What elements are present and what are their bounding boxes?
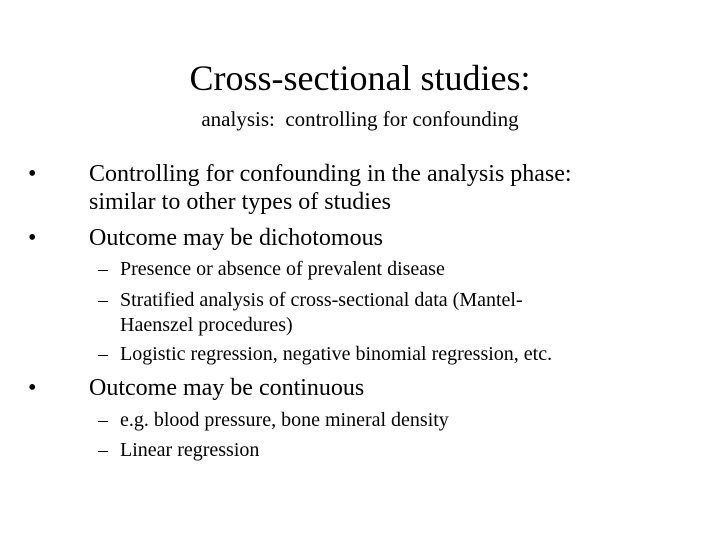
dash-marker: – <box>98 409 108 431</box>
dash-marker: – <box>98 258 108 280</box>
sub-bullet-text: Logistic regression, negative binomial regression, etc. <box>120 343 553 365</box>
sub-bullet-item <box>98 288 680 338</box>
sub-bullet-text: Presence or absence of prevalent disease <box>120 258 445 280</box>
bullet-dot: • <box>28 161 37 187</box>
bullet-item <box>28 224 699 252</box>
sub-bullet-text: e.g. blood pressure, bone mineral density <box>120 409 449 431</box>
dash-marker: – <box>98 439 108 461</box>
sub-bullet-item <box>98 257 680 282</box>
bullet-dot: • <box>28 225 37 251</box>
bullet-text: Controlling for confounding in the analysis phase: <box>89 161 572 187</box>
bullet-dot: • <box>28 375 37 401</box>
bullet-item <box>28 374 699 402</box>
slide-title: Cross-sectional studies: <box>189 58 531 98</box>
dash-marker: – <box>98 343 108 365</box>
sub-bullet-item <box>98 408 680 433</box>
sub-bullet-text: Linear regression <box>120 439 260 461</box>
sub-bullet-item <box>98 438 680 463</box>
sub-bullet-text-continued: Haenszel procedures) <box>120 314 293 336</box>
bullet-text: Outcome may be dichotomous <box>89 225 383 251</box>
sub-bullet-text: Stratified analysis of cross-sectional data (Mantel- <box>120 289 523 311</box>
bullet-item <box>28 160 699 216</box>
sub-bullet-item <box>98 342 680 367</box>
bullet-text: Outcome may be continuous <box>89 375 365 401</box>
bullet-text-continued: similar to other types of studies <box>89 189 391 215</box>
slide-subtitle: analysis: controlling for confounding <box>201 107 519 131</box>
dash-marker: – <box>98 289 108 311</box>
